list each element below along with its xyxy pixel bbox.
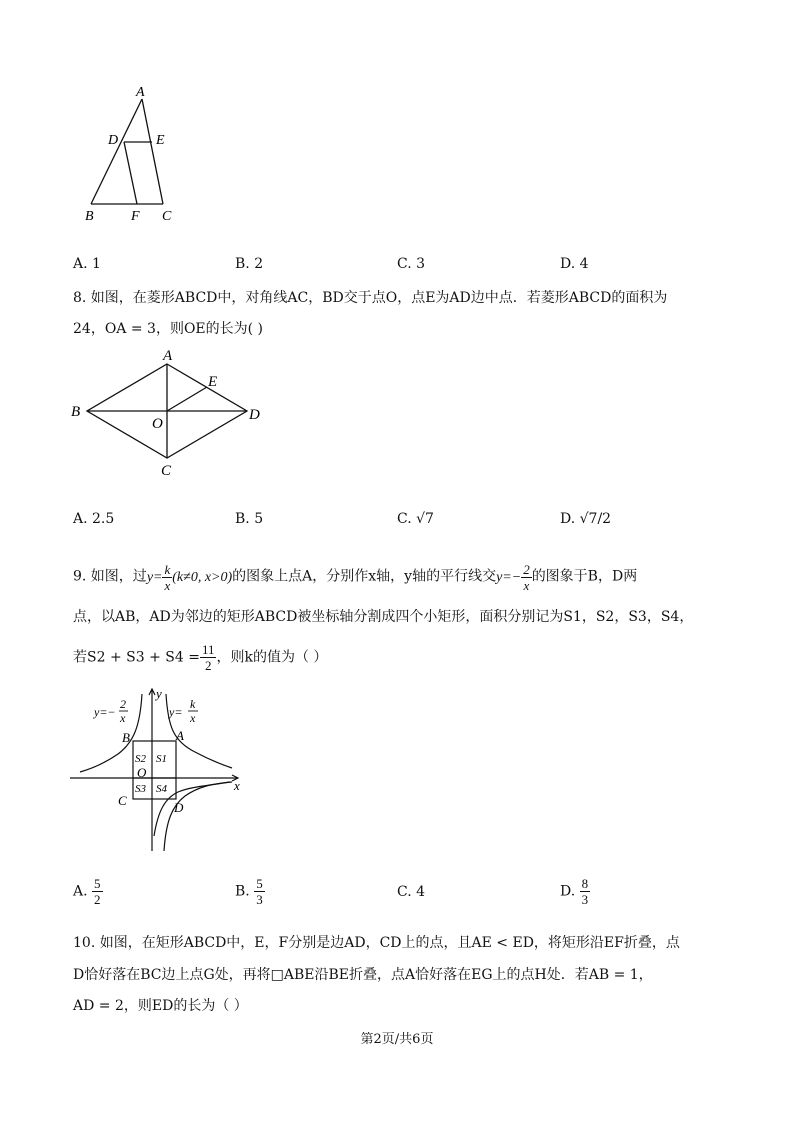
svg-text:y=: y= — [169, 705, 183, 719]
q7-option-b — [235, 256, 263, 272]
svg-text:k: k — [190, 697, 196, 711]
q8-rhombus-figure — [68, 346, 268, 481]
svg-text:x: x — [190, 711, 196, 725]
q9-fraction-11-2: $\frac{11}{2}$ — [201, 642, 215, 673]
q9-label-b: B — [122, 730, 130, 745]
svg-text:2: 2 — [120, 697, 126, 711]
q8-option-a — [73, 511, 114, 527]
q7-triangle-figure — [80, 80, 190, 230]
q9-stem-line3 — [73, 642, 327, 673]
q7-option-d — [560, 256, 589, 272]
q9-label-s2: S2 — [135, 753, 146, 765]
q9-option-a-fraction: $\frac{5}{2}$ — [94, 876, 101, 907]
q8-label-d: D — [249, 407, 260, 423]
q8-stem-line1: 8. 如图，在菱形ABCD中，对角线AC，BD交于点O，点E为AD边中点．若菱形ABCD的面积为 — [73, 290, 668, 306]
q9-text-part: 若S2 + S3 + S4 = — [73, 649, 200, 666]
q9-text-part: ，则k的值为（ ） — [216, 649, 328, 666]
q9-stem-line2: 点，以AB，AD为邻边的矩形ABCD被坐标轴分割成四个小矩形，面积分别记为S1，S2，S3，S4， — [73, 609, 694, 625]
q9-stem-line1 — [73, 562, 637, 593]
option-value: 4 — [579, 256, 589, 272]
q10-stem-line3: AD = 2，则ED的长为（ ） — [73, 998, 248, 1014]
q8-stem-line2: 24，OA = 3，则OE的长为( ) — [73, 321, 264, 337]
option-value: 1 — [92, 256, 101, 272]
q7-label-f: F — [131, 209, 140, 224]
svg-text:y=−: y=− — [94, 705, 116, 719]
q7-label-e: E — [156, 133, 165, 148]
q9-curve-label-neg — [93, 697, 128, 725]
q7-label-b: B — [85, 209, 94, 224]
option-label: A. — [73, 256, 88, 272]
q9-text-part: 的图象于B，D两 — [531, 568, 638, 585]
option-label: D. — [560, 256, 576, 272]
q9-label-x: x — [234, 778, 240, 793]
option-label: B. — [235, 511, 250, 527]
q7-label-d: D — [108, 133, 119, 148]
q9-label-y: y — [156, 686, 162, 701]
q9-func-positive: y= $\frac{k}{x}$ (k≠0, x>0) — [146, 562, 233, 593]
q9-option-d-fraction: $\frac{8}{3}$ — [581, 876, 589, 907]
q9-label-d: D — [174, 800, 184, 815]
q7-label-a: A — [136, 85, 145, 100]
option-value: 5 — [254, 511, 264, 527]
q9-text-part: 的图象上点A，分别作x轴，y轴的平行线交 — [232, 568, 497, 585]
q7-label-c: C — [162, 209, 172, 224]
option-value: √7 — [416, 511, 434, 527]
q9-label-s4: S4 — [156, 783, 167, 795]
q9-label-a: A — [176, 728, 184, 743]
page-footer: 第2页/共6页 — [360, 1032, 434, 1047]
q8-label-a: A — [163, 348, 173, 364]
q8-label-c: C — [161, 463, 172, 479]
q10-stem-line1: 10. 如图，在矩形ABCD中，E，F分别是边AD，CD上的点，且AE < ED，将矩形沿EF折叠，点 — [73, 935, 680, 951]
q7-option-a — [73, 256, 101, 272]
q8-label-e: E — [208, 374, 218, 390]
q9-curve-label-pos — [168, 697, 198, 725]
q7-option-c — [397, 256, 425, 272]
q8-option-b — [235, 511, 263, 527]
q9-option-b: B. $\frac{5}{3}$ — [235, 876, 263, 907]
option-label: C. — [397, 511, 412, 527]
q9-label-s1: S1 — [156, 753, 167, 765]
q9-label-s3: S3 — [135, 783, 146, 795]
q10-stem-line2: D恰好落在BC边上点G处，再将□ABE沿BE折叠，点A恰好落在EG上的点H处．若AB = 1， — [73, 967, 653, 983]
q8-label-b: B — [71, 404, 81, 420]
q8-label-o: O — [152, 416, 163, 432]
svg-text:x: x — [120, 711, 126, 725]
option-label: C. — [397, 256, 412, 272]
q9-option-c — [397, 884, 425, 900]
option-value: √7/2 — [579, 511, 612, 527]
q9-option-a: A. $\frac{5}{2}$ — [73, 876, 101, 907]
q9-option-b-fraction: $\frac{5}{3}$ — [256, 876, 263, 907]
option-label: B. — [235, 256, 250, 272]
q9-text-part: 9. 如图，过 — [73, 568, 147, 585]
q9-func-negative: y=− $\frac{2}{x}$ — [496, 562, 530, 593]
q8-option-c — [397, 511, 434, 527]
option-label: C. — [397, 884, 412, 900]
q8-option-d — [560, 511, 611, 527]
option-value: 4 — [416, 884, 426, 900]
q9-hyperbola-figure — [70, 686, 250, 856]
q9-label-o: O — [137, 765, 147, 780]
option-value: 2.5 — [92, 511, 115, 527]
option-value: 3 — [416, 256, 426, 272]
option-label: D. — [560, 511, 576, 527]
q9-label-c: C — [118, 793, 127, 808]
q9-option-d: D. $\frac{8}{3}$ — [560, 876, 589, 907]
option-label: A. — [73, 511, 88, 527]
option-value: 2 — [254, 256, 264, 272]
